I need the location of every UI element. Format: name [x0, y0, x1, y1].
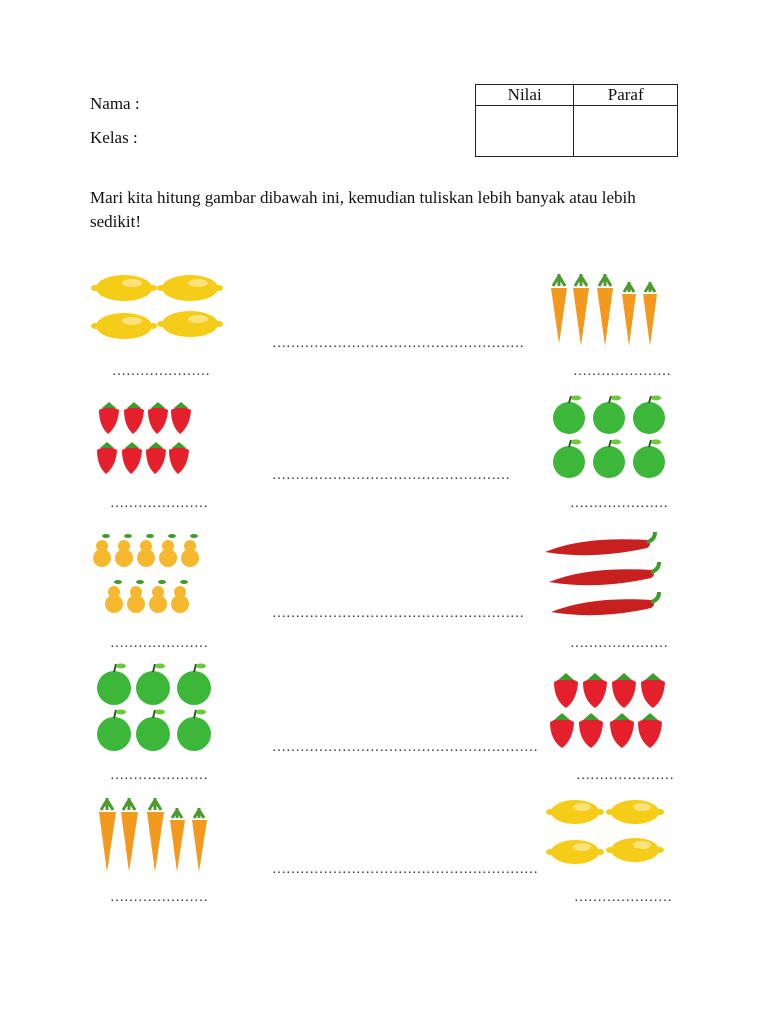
carrot-icon	[643, 282, 657, 346]
answer-blank-right-4[interactable]: …………………	[576, 768, 674, 783]
apple-icon	[593, 446, 625, 478]
carrot-icon	[573, 274, 589, 346]
answer-blank-right-1[interactable]: …………………	[573, 364, 671, 379]
strawberry-icon	[99, 407, 119, 434]
lemon-group-left	[92, 270, 222, 346]
instruction-text: Mari kita hitung gambar dibawah ini, kemudian tuliskan lebih banyak atau lebih sedikit!	[90, 188, 636, 231]
strawberry-group-left	[96, 402, 196, 478]
answer-blank-right-3[interactable]: …………………	[570, 636, 668, 651]
answer-blank-left-4[interactable]: …………………	[110, 768, 208, 783]
carrot-icon	[551, 274, 567, 344]
lemon-icon	[91, 275, 157, 301]
pear-icon	[149, 586, 167, 613]
lemon-icon	[157, 275, 223, 301]
apple-icon	[97, 671, 131, 705]
score-header: Nilai	[476, 85, 574, 106]
carrot-icon	[147, 798, 164, 872]
strawberry-icon	[146, 447, 166, 474]
signature-header: Paraf	[574, 85, 678, 106]
answer-blank-left-3[interactable]: …………………	[110, 636, 208, 651]
answer-blank-left-1[interactable]: …………………	[112, 364, 210, 379]
apple-icon	[136, 717, 170, 751]
strawberry-icon	[612, 679, 636, 709]
strawberry-icon	[124, 407, 144, 434]
compare-blank-4[interactable]: …………………………………………………	[272, 740, 538, 755]
apple-group-right	[551, 394, 667, 480]
lemon-group-right	[547, 796, 663, 868]
lemon-icon	[546, 800, 604, 824]
strawberry-icon	[579, 719, 603, 749]
strawberry-icon	[583, 679, 607, 709]
lemon-icon	[157, 311, 223, 337]
strawberry-icon	[97, 447, 117, 474]
carrot-icon	[622, 282, 636, 346]
strawberry-icon	[550, 719, 574, 749]
answer-blank-left-5[interactable]: …………………	[110, 890, 208, 905]
answer-blank-left-2[interactable]: …………………	[110, 496, 208, 511]
signature-cell[interactable]	[574, 106, 678, 157]
strawberry-icon	[554, 679, 578, 709]
apple-icon	[553, 402, 585, 434]
carrot-group-left	[94, 800, 214, 876]
lemon-icon	[546, 840, 604, 864]
apple-icon	[177, 671, 211, 705]
compare-blank-3[interactable]: ………………………………………………	[272, 606, 524, 621]
lemon-icon	[606, 838, 664, 862]
strawberry-group-right	[549, 672, 669, 752]
carrot-icon	[99, 798, 116, 872]
chili-group-right	[543, 530, 665, 622]
name-label: Nama :	[90, 94, 140, 113]
compare-blank-2[interactable]: ……………………………………………	[272, 468, 510, 483]
carrot-icon	[597, 274, 613, 346]
apple-icon	[633, 446, 665, 478]
apple-icon	[633, 402, 665, 434]
compare-blank-5[interactable]: …………………………………………………	[272, 862, 538, 877]
lemon-icon	[606, 800, 664, 824]
carrot-icon	[170, 808, 185, 872]
pear-icon	[115, 540, 133, 567]
apple-icon	[553, 446, 585, 478]
pear-icon	[127, 586, 145, 613]
pear-icon	[171, 586, 189, 613]
chili-icon	[551, 599, 654, 615]
strawberry-icon	[171, 407, 191, 434]
pear-icon	[181, 540, 199, 567]
answer-blank-right-5[interactable]: …………………	[574, 890, 672, 905]
strawberry-icon	[122, 447, 142, 474]
pear-icon	[137, 540, 155, 567]
apple-icon	[177, 717, 211, 751]
strawberry-icon	[169, 447, 189, 474]
apple-icon	[97, 717, 131, 751]
apple-icon	[593, 402, 625, 434]
pear-icon	[159, 540, 177, 567]
strawberry-icon	[148, 407, 168, 434]
strawberry-icon	[641, 679, 665, 709]
carrot-icon	[121, 798, 138, 872]
pear-icon	[93, 540, 111, 567]
apple-group-left	[96, 662, 214, 752]
compare-blank-1[interactable]: ………………………………………………	[272, 336, 524, 351]
score-table	[475, 84, 678, 157]
carrot-group-right	[545, 276, 665, 348]
pear-group-left	[93, 528, 205, 618]
lemon-icon	[91, 313, 157, 339]
pear-icon	[105, 586, 123, 613]
score-cell[interactable]	[476, 106, 574, 157]
strawberry-icon	[638, 719, 662, 749]
chili-icon	[545, 539, 650, 555]
class-label: Kelas :	[90, 128, 138, 147]
answer-blank-right-2[interactable]: …………………	[570, 496, 668, 511]
apple-icon	[136, 671, 170, 705]
strawberry-icon	[610, 719, 634, 749]
carrot-icon	[192, 808, 207, 872]
chili-icon	[549, 569, 654, 585]
